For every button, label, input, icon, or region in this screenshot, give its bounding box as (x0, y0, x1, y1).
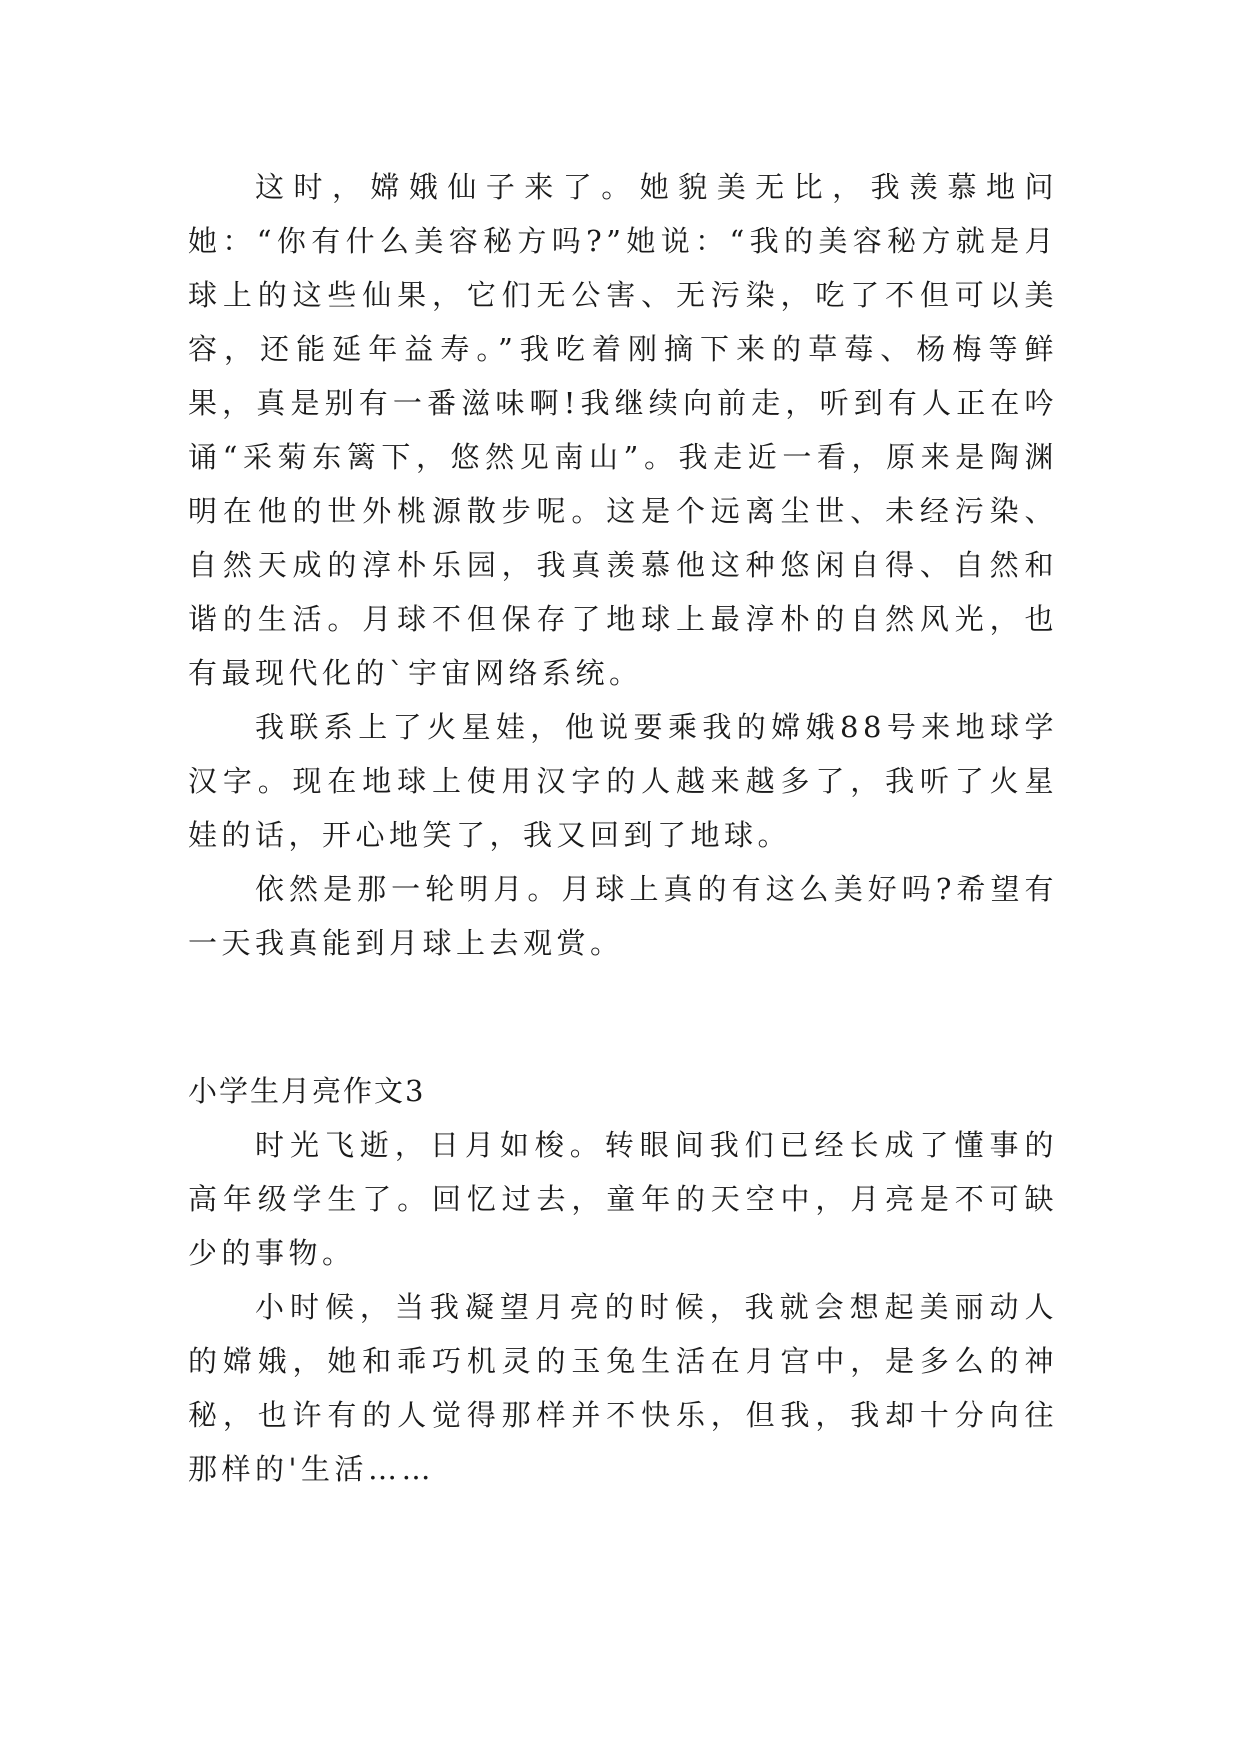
paragraph-childhood: 小时候，当我凝望月亮的时候，我就会想起美丽动人的嫦娥，她和乖巧机灵的玉兔生活在月宫中，是多么的神秘，也许有的人觉得那样并不快乐，但我，我却十分向往那样的'生活…… (188, 1290, 1058, 1486)
document-body (188, 160, 1058, 1496)
paragraph-time-flies: 时光飞逝，日月如梭。转眼间我们已经长成了懂事的高年级学生了。回忆过去，童年的天空中，月亮是不可缺少的事物。 (188, 1128, 1058, 1270)
section-title: 小学生月亮作文3 (188, 1074, 426, 1108)
paragraph-bright-moon: 依然是那一轮明月。月球上真的有这么美好吗?希望有一天我真能到月球上去观赏。 (188, 872, 1058, 960)
paragraph-chang-e-visit: 这时，嫦娥仙子来了。她貌美无比，我羡慕地问她：“你有什么美容秘方吗?”她说：“我的美容秘方就是月球上的这些仙果，它们无公害、无污染，吃了不但可以美容，还能延年益寿。”我吃着刚摘下来的草莓、杨梅等鲜果，真是别有一番滋味啊!我继续向前走，听到有人正在吟诵“采菊东篱下，悠然见南山”。我走近一看，原来是陶渊明在他的世外桃源散步呢。这是个远离尘世、未经污染、自然天成的淳朴乐园，我真羡慕他这种悠闲自得、自然和谐的生活。月球不但保存了地球上最淳朴的自然风光，也有最现代化的`宇宙网络系统。 (188, 170, 1058, 690)
paragraph-mars-kid: 我联系上了火星娃，他说要乘我的嫦娥88号来地球学汉字。现在地球上使用汉字的人越来越多了，我听了火星娃的话，开心地笑了，我又回到了地球。 (188, 710, 1058, 852)
